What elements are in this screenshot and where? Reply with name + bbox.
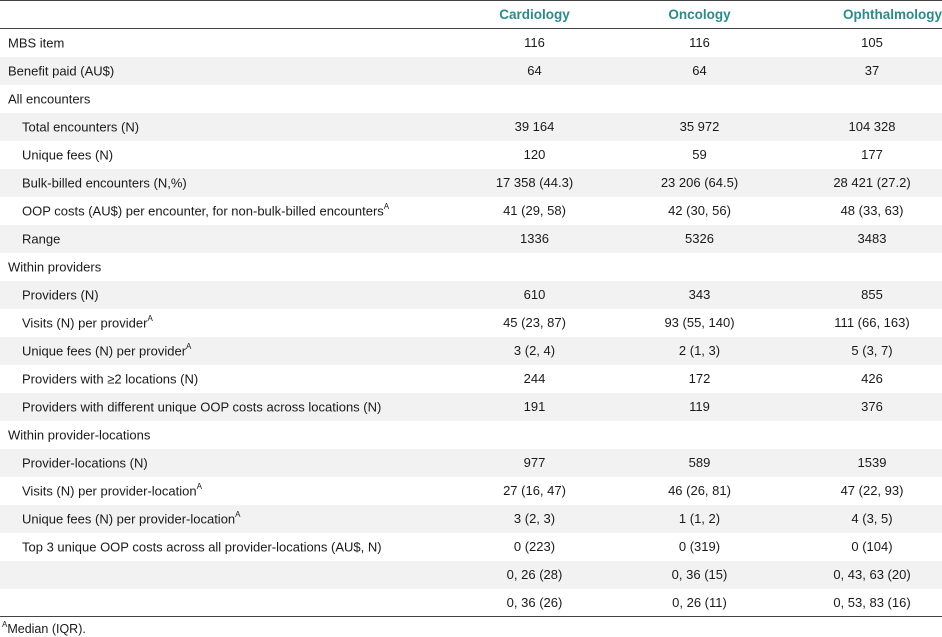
cell-value	[782, 253, 942, 281]
cell-value: 119	[617, 393, 782, 421]
cell-value: 37	[782, 57, 942, 85]
row-label-text: Within providers	[8, 259, 102, 275]
cell-value	[782, 85, 942, 113]
cell-value: 0 (223)	[452, 533, 617, 561]
row-label	[0, 225, 452, 253]
cell-value: 0, 26 (11)	[617, 589, 782, 617]
cell-value: 28 421 (27.2)	[782, 169, 942, 197]
cell-value: 172	[617, 365, 782, 393]
cell-value: 64	[452, 57, 617, 85]
row-label-text: Visits (N) per provider	[22, 315, 148, 331]
column-header-ophthalmology: Ophthalmology	[782, 1, 942, 29]
row-label-text: All encounters	[8, 91, 91, 107]
cell-value: 177	[782, 141, 942, 169]
cell-value: 5 (3, 7)	[782, 337, 942, 365]
table-row	[0, 505, 942, 533]
header-row	[0, 1, 942, 29]
row-label-text: Providers (N)	[22, 287, 99, 303]
table-body	[0, 29, 942, 617]
table-row	[0, 29, 942, 57]
cell-value: 191	[452, 393, 617, 421]
header-blank	[0, 1, 452, 29]
table-row	[0, 85, 942, 113]
table-row	[0, 589, 942, 617]
row-label-footnote-marker: A	[147, 313, 153, 323]
row-label-text: Unique fees (N)	[22, 147, 114, 163]
table-row	[0, 393, 942, 421]
table-row	[0, 365, 942, 393]
cell-value: 104 328	[782, 113, 942, 141]
cell-value: 376	[782, 393, 942, 421]
row-label	[0, 29, 452, 57]
table-row	[0, 197, 942, 225]
cell-value: 116	[617, 29, 782, 57]
cell-value	[452, 421, 617, 449]
cell-value	[782, 421, 942, 449]
cell-value: 64	[617, 57, 782, 85]
cell-value: 17 358 (44.3)	[452, 169, 617, 197]
cell-value: 426	[782, 365, 942, 393]
cell-value: 41 (29, 58)	[452, 197, 617, 225]
row-label	[0, 253, 452, 281]
cell-value: 3483	[782, 225, 942, 253]
table-row	[0, 477, 942, 505]
footnote-marker: A	[2, 620, 8, 629]
table-row	[0, 169, 942, 197]
cell-value: 48 (33, 63)	[782, 197, 942, 225]
cell-value: 45 (23, 87)	[452, 309, 617, 337]
row-label	[0, 449, 452, 477]
table-row	[0, 561, 942, 589]
row-label-text: Within provider-locations	[8, 427, 151, 443]
cell-value	[452, 253, 617, 281]
row-label-footnote-marker: A	[235, 509, 241, 519]
row-label-text: Provider-locations (N)	[22, 455, 148, 471]
row-label	[0, 393, 452, 421]
row-label-text: Unique fees (N) per provider-location	[22, 511, 236, 527]
row-label-text: Total encounters (N)	[22, 119, 140, 135]
cell-value: 855	[782, 281, 942, 309]
row-label-text: Range	[22, 231, 61, 247]
table-row	[0, 281, 942, 309]
row-label	[0, 141, 452, 169]
cell-value: 93 (55, 140)	[617, 309, 782, 337]
row-label-footnote-marker: A	[186, 341, 192, 351]
cell-value: 2 (1, 3)	[617, 337, 782, 365]
row-label	[0, 85, 452, 113]
cell-value: 23 206 (64.5)	[617, 169, 782, 197]
cell-value: 343	[617, 281, 782, 309]
row-label-footnote-marker: A	[383, 201, 390, 211]
row-label	[0, 477, 452, 505]
cell-value: 39 164	[452, 113, 617, 141]
cell-value: 4 (3, 5)	[782, 505, 942, 533]
cell-value: 977	[452, 449, 617, 477]
cell-value: 0, 53, 83 (16)	[782, 589, 942, 617]
cell-value: 105	[782, 29, 942, 57]
cell-value: 116	[452, 29, 617, 57]
cell-value	[452, 85, 617, 113]
table-row	[0, 421, 942, 449]
row-label	[0, 197, 452, 225]
cell-value: 1336	[452, 225, 617, 253]
row-label	[0, 505, 452, 533]
column-header-cardiology: Cardiology	[452, 1, 617, 29]
cell-value	[617, 253, 782, 281]
row-label	[0, 57, 452, 85]
row-label-text: Top 3 unique OOP costs across all provider-locations (AU$, N)	[22, 539, 382, 555]
cell-value: 0, 36 (26)	[452, 589, 617, 617]
cell-value: 610	[452, 281, 617, 309]
cell-value: 0, 26 (28)	[452, 561, 617, 589]
row-label	[0, 365, 452, 393]
row-label	[0, 169, 452, 197]
footnote-text: Median (IQR).	[7, 622, 86, 637]
footnote	[0, 621, 942, 636]
cell-value: 0 (319)	[617, 533, 782, 561]
table-row	[0, 533, 942, 561]
cell-value: 1 (1, 2)	[617, 505, 782, 533]
row-label-text: Visits (N) per provider-location	[22, 483, 197, 499]
cell-value: 0 (104)	[782, 533, 942, 561]
cell-value: 3 (2, 4)	[452, 337, 617, 365]
row-label-text: OOP costs (AU$) per encounter, for non-bulk-billed encounters	[22, 203, 384, 219]
table-row	[0, 449, 942, 477]
row-label	[0, 561, 452, 589]
row-label-text: Unique fees (N) per provider	[22, 343, 187, 359]
row-label	[0, 113, 452, 141]
cell-value	[617, 421, 782, 449]
table-row	[0, 113, 942, 141]
table-row	[0, 309, 942, 337]
row-label-text: Providers with different unique OOP costs across locations (N)	[22, 399, 382, 415]
table-row	[0, 337, 942, 365]
row-label	[0, 309, 452, 337]
cell-value: 35 972	[617, 113, 782, 141]
row-label-text: Providers with ≥2 locations (N)	[22, 371, 199, 387]
cell-value: 1539	[782, 449, 942, 477]
cell-value: 5326	[617, 225, 782, 253]
cell-value: 46 (26, 81)	[617, 477, 782, 505]
table-row	[0, 141, 942, 169]
row-label-footnote-marker: A	[196, 481, 202, 491]
cell-value: 27 (16, 47)	[452, 477, 617, 505]
table-row	[0, 253, 942, 281]
row-label-text: Bulk-billed encounters (N,%)	[22, 175, 187, 191]
row-label	[0, 421, 452, 449]
cell-value: 589	[617, 449, 782, 477]
table-row	[0, 225, 942, 253]
column-header-oncology: Oncology	[617, 1, 782, 29]
cell-value: 42 (30, 56)	[617, 197, 782, 225]
row-label	[0, 337, 452, 365]
row-label	[0, 589, 452, 617]
cell-value: 120	[452, 141, 617, 169]
row-label-text: MBS item	[8, 35, 65, 51]
cell-value: 3 (2, 3)	[452, 505, 617, 533]
row-label-text: Benefit paid (AU$)	[8, 63, 115, 79]
row-label	[0, 533, 452, 561]
table-row	[0, 57, 942, 85]
row-label	[0, 281, 452, 309]
cell-value: 111 (66, 163)	[782, 309, 942, 337]
cell-value: 47 (22, 93)	[782, 477, 942, 505]
cell-value: 244	[452, 365, 617, 393]
cell-value: 0, 43, 63 (20)	[782, 561, 942, 589]
cell-value: 0, 36 (15)	[617, 561, 782, 589]
cell-value: 59	[617, 141, 782, 169]
cell-value	[617, 85, 782, 113]
